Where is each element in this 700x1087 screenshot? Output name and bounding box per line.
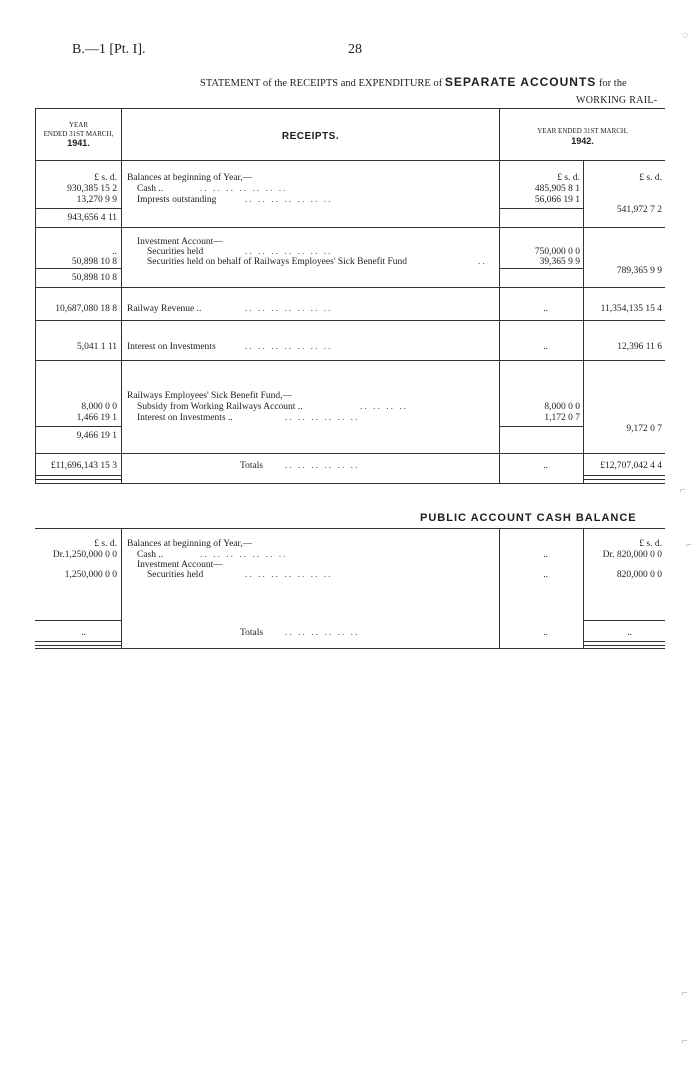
imprests-label: Imprests outstanding <box>137 195 217 205</box>
public-investment-heading: Investment Account— <box>137 560 223 570</box>
revenue-mid: .. <box>543 304 548 314</box>
public-securities-label: Securities held <box>147 570 204 580</box>
section-rule <box>35 287 665 288</box>
public-top-rule <box>35 528 665 529</box>
totals-1942: £12,707,042 4 4 <box>600 461 662 471</box>
header-bottom-rule <box>35 160 665 161</box>
col-1942-header <box>500 126 665 146</box>
title-part-c: for the <box>598 78 627 89</box>
public-securities-1942: 820,000 0 0 <box>616 570 662 580</box>
subtotal-rule <box>35 268 121 269</box>
subtotal-rule <box>35 620 121 621</box>
revenue-label: Railway Revenue .. <box>127 304 202 314</box>
leader-dots: .. .. .. .. .. .. .. <box>245 570 333 580</box>
title-continuation: WORKING RAIL- <box>576 95 658 106</box>
section-rule <box>35 320 665 321</box>
subsidy-label: Subsidy from Working Railways Account .. <box>137 402 303 412</box>
total-double-rule <box>583 475 665 480</box>
leader-dots: .. .. .. .. .. .. .. <box>245 342 333 352</box>
public-cash-label: Cash .. <box>137 550 164 560</box>
unit-1941: £ s. d. <box>94 173 117 183</box>
sick-total-1942: 9,172 0 7 <box>626 424 662 434</box>
public-unit-1941: £ s. d. <box>94 539 117 549</box>
title-part-a: STATEMENT of the RECEIPTS and EXPENDITURE of <box>200 78 443 89</box>
leader-dots: .. .. .. .. .. .. .. <box>245 304 333 314</box>
interest-1941: 5,041 1 11 <box>76 342 117 352</box>
sick-fund-heading: Railways Employees' Sick Benefit Fund,— <box>127 391 293 401</box>
public-securities-mid: .. <box>543 570 548 580</box>
public-totals-mid: .. <box>543 628 548 638</box>
sick-total-1941: 9,466 19 1 <box>76 431 117 441</box>
receipts-heading: RECEIPTS. <box>281 131 340 142</box>
balances-total-1941: 943,656 4 11 <box>67 213 117 223</box>
totals-mid: .. <box>543 461 548 471</box>
interest-1942: 12,396 11 6 <box>617 342 662 352</box>
column-rule <box>121 108 122 483</box>
statement-title <box>200 75 627 89</box>
col-head-line: YEAR ENDED 31ST MARCH, <box>537 127 628 135</box>
subtotal-rule <box>499 208 583 209</box>
leader-dots: .. .. .. .. .. .. .. <box>245 195 333 205</box>
leader-dots: .. <box>478 257 487 267</box>
securities-label: Securities held <box>147 247 204 257</box>
col-head-line: 1942. <box>571 136 594 146</box>
public-balances-heading: Balances at beginning of Year,— <box>127 539 253 549</box>
leader-dots: .. .. .. .. .. .. .. <box>245 247 333 257</box>
leader-dots: .. .. .. .. .. .. <box>285 461 360 471</box>
imprests-1942: 56,066 19 1 <box>534 195 580 205</box>
public-cash-mid: .. <box>543 550 548 560</box>
section-rule <box>35 453 665 454</box>
public-cash-1942: Dr. 820,000 0 0 <box>602 550 662 560</box>
margin-mark: ⌐ <box>682 1036 688 1047</box>
public-bottom-rule <box>35 648 665 649</box>
col-1941-header <box>36 121 121 148</box>
sick-interest-1942: 1,172 0 7 <box>544 413 580 423</box>
col-head-line: YEAR <box>68 121 89 129</box>
margin-mark: ⌐ <box>680 485 686 496</box>
subtotal-rule <box>499 426 583 427</box>
imprests-1941: 13,270 9 9 <box>76 195 117 205</box>
securities-1941: .. <box>112 247 117 257</box>
balances-total-1942: 541,972 7 2 <box>616 205 662 215</box>
total-double-rule <box>35 475 121 480</box>
public-account-title: PUBLIC ACCOUNT CASH BALANCE <box>420 512 637 524</box>
unit-1942-detail: £ s. d. <box>557 173 580 183</box>
section-rule <box>35 360 665 361</box>
col-head-line: 1941. <box>67 138 90 148</box>
document-reference: B.—1 [Pt. I]. <box>72 42 146 57</box>
table-top-rule <box>35 108 665 109</box>
subtotal-rule <box>35 208 121 209</box>
cash-label: Cash .. <box>137 184 164 194</box>
public-totals-1942: .. <box>627 628 632 638</box>
column-rule <box>121 528 122 648</box>
unit-1942-total: £ s. d. <box>639 173 662 183</box>
title-part-b: SEPARATE ACCOUNTS <box>444 75 597 89</box>
subsidy-1942: 8,000 0 0 <box>544 402 580 412</box>
securities-sick-label: Securities held on behalf of Railways Employees' Sick Benefit Fund <box>147 257 408 267</box>
total-double-rule <box>35 641 121 646</box>
totals-1941: £11,696,143 15 3 <box>50 461 117 471</box>
subtotal-rule <box>35 426 121 427</box>
investment-heading: Investment Account— <box>137 237 223 247</box>
securities-sick-1942: 39,365 9 9 <box>539 257 580 267</box>
subtotal-rule <box>583 620 665 621</box>
public-cash-1941: Dr.1,250,000 0 0 <box>52 550 117 560</box>
section-rule <box>35 227 665 228</box>
margin-mark: ⌐ <box>682 988 688 999</box>
securities-1942: 750,000 0 0 <box>534 247 580 257</box>
public-totals-label: Totals <box>240 628 264 638</box>
table-bottom-rule <box>35 483 665 484</box>
leader-dots: .. .. .. .. .. .. .. <box>200 550 288 560</box>
total-double-rule <box>583 641 665 646</box>
margin-mark: ◌ <box>682 30 688 41</box>
securities-sick-1941: 50,898 10 8 <box>71 257 117 267</box>
cash-1942: 485,905 8 1 <box>534 184 580 194</box>
page-number: 28 <box>348 42 362 57</box>
sick-interest-label: Interest on Investments .. <box>137 413 233 423</box>
subtotal-rule <box>499 268 583 269</box>
revenue-1941: 10,687,080 18 8 <box>55 304 117 314</box>
public-unit-1942: £ s. d. <box>639 539 662 549</box>
public-securities-1941: 1,250,000 0 0 <box>64 570 117 580</box>
balances-heading: Balances at beginning of Year,— <box>127 173 253 183</box>
col-head-line: ENDED 31ST MARCH, <box>43 130 114 138</box>
leader-dots: .. .. .. .. .. .. <box>285 628 360 638</box>
leader-dots: .. .. .. .. <box>360 402 409 412</box>
revenue-1942: 11,354,135 15 4 <box>600 304 662 314</box>
leader-dots: .. .. .. .. .. .. <box>285 413 360 423</box>
margin-mark: ⌐ <box>686 540 692 551</box>
investment-total-1942: 789,365 9 9 <box>616 266 662 276</box>
interest-mid: .. <box>543 342 548 352</box>
sick-interest-1941: 1,466 19 1 <box>76 413 117 423</box>
investment-total-1941: 50,898 10 8 <box>71 273 117 283</box>
leader-dots: .. .. .. .. .. .. .. <box>200 184 288 194</box>
cash-1941: 930,385 15 2 <box>67 184 117 194</box>
totals-label: Totals <box>240 461 264 471</box>
public-totals-1941: .. <box>81 628 86 638</box>
interest-label: Interest on Investments <box>127 342 216 352</box>
subsidy-1941: 8,000 0 0 <box>81 402 117 412</box>
